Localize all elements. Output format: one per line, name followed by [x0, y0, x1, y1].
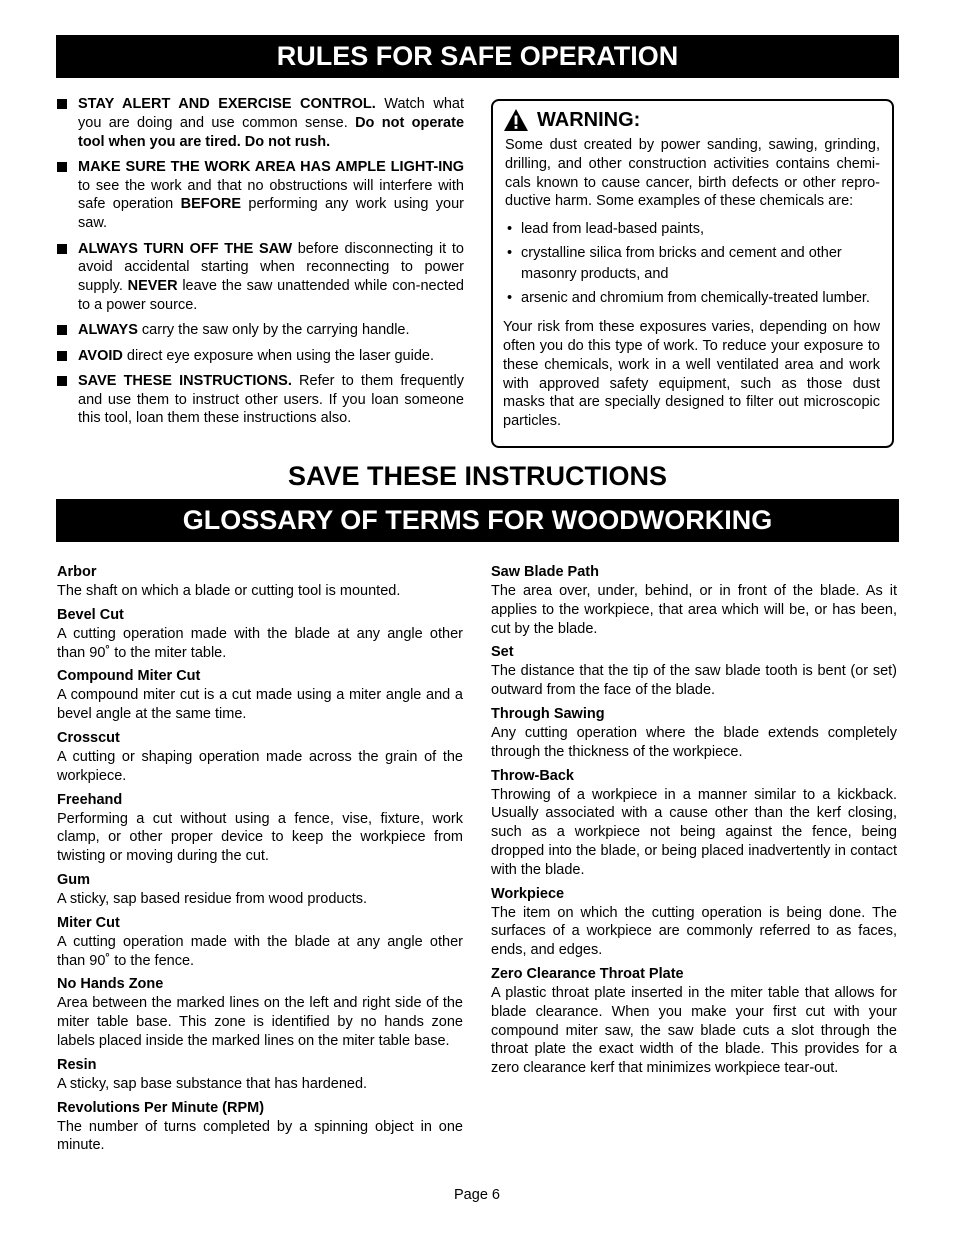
rule-text: Refer to them frequently and use them to instruct other users. If you loan someone this tool, loan them these instructions also. — [78, 372, 465, 427]
glossary-entry — [57, 1098, 463, 1156]
warning-title — [503, 108, 880, 132]
glossary-entry — [57, 913, 463, 971]
rule-text: carry the saw only by the carrying handle. — [137, 322, 410, 339]
glossary-entry — [491, 964, 897, 1078]
glossary-term: Bevel Cut — [57, 606, 124, 623]
glossary-term: Set — [491, 644, 514, 661]
warning-title-text: WARNING: — [537, 108, 641, 131]
page-number: Page 6 — [454, 1187, 500, 1203]
rule-item — [56, 158, 464, 233]
glossary-definition: A cutting operation made with the blade at any angle other than 90˚ to the fence. — [57, 933, 463, 969]
warning-item-text: lead from lead-based paints, — [521, 221, 704, 238]
glossary-entry — [57, 562, 463, 601]
rule-item — [56, 321, 464, 340]
rule-text-end: leave the saw unattended while con-nected to a power source. — [78, 278, 464, 313]
glossary-definition: Area between the marked lines on the left and right side of the miter table base. This zone is identified by no hands zone labels placed inside the marked lines on the miter table base. — [57, 995, 463, 1049]
save-instructions-heading: SAVE THESE INSTRUCTIONS — [287, 461, 668, 491]
rule-emphasis: BEFORE — [180, 196, 242, 213]
glossary-term: Through Sawing — [491, 705, 605, 722]
glossary-entry — [491, 766, 897, 880]
glossary-term: No Hands Zone — [57, 976, 164, 993]
warning-list-item — [505, 288, 880, 309]
warning-list — [505, 219, 880, 309]
rules-banner: RULES FOR SAFE OPERATION — [56, 35, 899, 78]
glossary-entry — [491, 884, 897, 960]
rule-item — [56, 95, 464, 151]
bullet-dot-icon: • — [507, 290, 513, 307]
rule-lead: STAY ALERT AND EXERCISE CONTROL. — [78, 96, 376, 112]
warning-box — [491, 99, 894, 448]
glossary-term: Gum — [57, 871, 91, 888]
rule-lead: AVOID — [78, 347, 123, 364]
glossary-entry — [57, 870, 463, 909]
bullet-dot-icon: • — [507, 245, 513, 262]
rules-list — [56, 95, 464, 435]
glossary-entry — [491, 704, 897, 762]
rule-text: before disconnecting it to avoid accidental starting when reconnecting to power supply. — [78, 240, 464, 295]
rule-lead: SAVE THESE INSTRUCTIONS. — [78, 372, 292, 389]
rule-text-end: performing any work using your saw. — [78, 196, 464, 232]
glossary-definition: Performing a cut without using a fence, vise, fixture, work clamp, or other proper device to keep the workpiece from twisting or moving during the cut. — [57, 810, 463, 865]
glossary-entry — [57, 790, 463, 866]
rule-lead: ALWAYS TURN OFF THE SAW — [78, 240, 293, 257]
glossary-definition: The number of turns completed by a spinning object in one minute. — [57, 1118, 463, 1154]
glossary-definition: A sticky, sap based residue from wood products. — [57, 890, 368, 907]
warning-intro: Some dust created by power sanding, sawing, grinding, drilling, and other construction activities contains chemi-cals known to cause cancer, birth defects or other repro-ductive harm. Some examples of these chemicals are: — [505, 137, 880, 210]
warning-item-text: crystalline silica from bricks and cement and other masonry products, and — [521, 245, 842, 283]
square-bullet-icon — [57, 99, 67, 109]
glossary-column-right — [491, 562, 897, 1082]
rule-text: Watch what you are doing and use common sense. — [78, 96, 464, 131]
rule-lead: ALWAYS — [78, 322, 138, 339]
glossary-term: Zero Clearance Throat Plate — [491, 965, 684, 982]
glossary-banner: GLOSSARY OF TERMS FOR WOODWORKING — [56, 499, 899, 542]
warning-outro: Your risk from these exposures varies, depending on how often you do this type of work. To reduce your exposure to these chemicals, work in a well ventilated area and work with approved safety equipment, such as those dust masks that are specially designed to filter out microscopic particles. — [503, 319, 880, 430]
warning-list-item — [505, 243, 880, 285]
square-bullet-icon — [57, 376, 67, 386]
glossary-definition: The shaft on which a blade or cutting tool is mounted. — [57, 583, 401, 599]
glossary-term: Miter Cut — [57, 914, 120, 931]
square-bullet-icon — [57, 325, 67, 335]
glossary-entry — [57, 605, 463, 663]
rule-emphasis: NEVER — [127, 278, 178, 295]
square-bullet-icon — [57, 244, 67, 254]
glossary-entry — [57, 666, 463, 724]
glossary-term: Compound Miter Cut — [57, 668, 201, 685]
glossary-entry — [57, 1055, 463, 1094]
glossary-entry — [491, 562, 897, 638]
rule-item — [56, 372, 464, 428]
bullet-dot-icon: • — [507, 221, 513, 238]
glossary-column-left — [57, 562, 463, 1159]
glossary-entry — [57, 974, 463, 1050]
warning-list-item — [505, 219, 880, 240]
rule-text: to see the work and that no obstructions will interfere with safe operation — [78, 177, 464, 213]
glossary-entry — [57, 728, 463, 786]
glossary-term: Revolutions Per Minute (RPM) — [57, 1099, 265, 1116]
rule-item — [56, 347, 464, 366]
glossary-term: Workpiece — [491, 885, 565, 902]
square-bullet-icon — [57, 162, 67, 172]
glossary-term: Saw Blade Path — [491, 564, 599, 580]
warning-triangle-icon — [503, 108, 529, 132]
glossary-definition: A compound miter cut is a cut made using a miter angle and a bevel angle at the same time. — [57, 687, 463, 723]
glossary-definition: The item on which the cutting operation is being done. The surfaces of a workpiece are commonly referred to as faces, ends, and edges. — [491, 904, 897, 959]
glossary-entry — [491, 642, 897, 700]
rule-lead: MAKE SURE THE WORK AREA HAS AMPLE LIGHT-ING — [78, 158, 464, 175]
glossary-definition: Any cutting operation where the blade extends completely through the thickness of the workpiece. — [491, 724, 897, 760]
glossary-definition: A sticky, sap base substance that has hardened. — [57, 1075, 368, 1092]
glossary-definition: A cutting operation made with the blade at any angle other than 90˚ to the miter table. — [57, 625, 463, 661]
glossary-definition: The area over, under, behind, or in front of the blade. As it applies to the workpiece, that area which will be, or has been, cut by the blade. — [491, 583, 897, 637]
glossary-term: Resin — [57, 1056, 97, 1073]
rule-item — [56, 240, 464, 315]
glossary-term: Throw-Back — [491, 767, 574, 784]
rule-emphasis: Do not operate tool when you are tired. Do not rush. — [78, 114, 465, 150]
warning-item-text: arsenic and chromium from chemically-treated lumber. — [521, 290, 870, 307]
glossary-definition: A plastic throat plate inserted in the miter table that allows for blade clearance. When you make your first cut with your compound miter saw, the saw blade cuts a slot through the throat plate the exact width of the blade. This provides for a zero clearance kerf that minimizes workpiece tear-out. — [491, 984, 897, 1077]
rule-text: direct eye exposure when using the laser guide. — [122, 347, 434, 364]
glossary-term: Arbor — [57, 564, 97, 580]
glossary-term: Freehand — [57, 791, 123, 808]
glossary-definition: A cutting or shaping operation made across the grain of the workpiece. — [57, 748, 463, 784]
glossary-term: Crosscut — [57, 729, 120, 746]
glossary-definition: The distance that the tip of the saw blade tooth is bent (or set) outward from the face of the blade. — [491, 663, 897, 699]
square-bullet-icon — [57, 351, 67, 361]
glossary-definition: Throwing of a workpiece in a manner similar to a kickback. Usually associated with a cause other than the kerf closing, such as a workpiece not being against the fence, being dropped into the blade, or being placed inadvertently in contact with the blade. — [491, 786, 897, 878]
